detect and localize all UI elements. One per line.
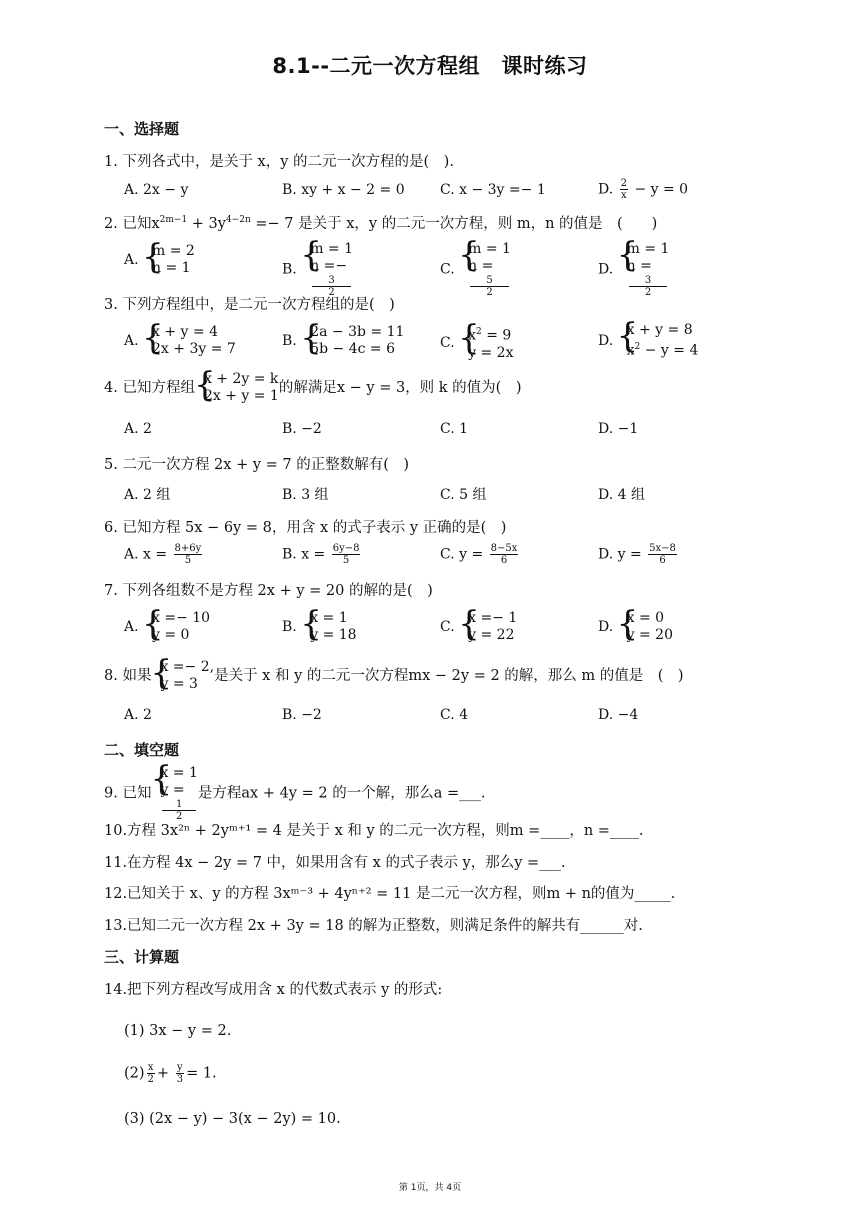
- q7-option-a: A. { x =− 10 y = 0: [124, 610, 210, 644]
- q2-option-d: D. { m = 1 n = 3 2: [598, 241, 669, 298]
- section-heading-choice: 一、选择题: [104, 120, 180, 138]
- q5-option-b: B. 3 组: [282, 487, 329, 503]
- question-12: 12.已知关于 x、y 的方程 3xᵐ⁻³ + 4yⁿ⁺² = 11 是二元一次方程，则m + n的值为_____.: [104, 886, 676, 902]
- q7-option-b: B. { x = 1 y = 18: [282, 610, 357, 644]
- q1-option-d: D. $\frac{2}{x}$ − y = 0: [598, 178, 689, 201]
- q7-option-c: C. { x =− 1 y = 22: [440, 610, 517, 644]
- section-heading-fill: 二、填空题: [104, 741, 180, 759]
- q8-option-a: A. 2: [124, 707, 152, 723]
- question-8-stem: 8. 如果 { x =− 2, y = 3 是关于 x 和 y 的二元一次方程mx − 2y = 2 的解，那么 m 的值是 ( ): [104, 659, 684, 693]
- q4-option-b: B. −2: [282, 421, 322, 437]
- section-heading-calc: 三、计算题: [104, 948, 180, 966]
- question-6-stem: 6. 已知方程 5x − 6y = 8，用含 x 的式子表示 y 正确的是( ): [104, 520, 507, 536]
- q3-option-c: C. { $x^2 = 9$ y = 2x: [440, 324, 513, 362]
- question-5-stem: 5. 二元一次方程 2x + y = 7 的正整数解有( ): [104, 457, 410, 473]
- question-14-stem: 14.把下列方程改写成用含 x 的代数式表示 y 的形式:: [104, 982, 443, 998]
- q3-option-d: D. { x + y = 8 $x^2 - y = 4$: [598, 322, 698, 360]
- q8-option-d: D. −4: [598, 707, 639, 723]
- question-4-stem: 4. 已知方程组 { x + 2y = k 2x + y = 1 的解满足x − y = 3，则 k 的值为( ): [104, 371, 522, 405]
- question-2-stem: 2. 已知$x^{2m-1} + 3y^{4-2n} =- 7$ 是关于 x，y 的二元一次方程，则 m，n 的值是 ( ): [104, 215, 658, 232]
- q1-option-c: C. x − 3y =− 1: [440, 182, 546, 198]
- q3-option-b: B. { 2a − 3b = 11 5b − 4c = 6: [282, 324, 404, 358]
- q6-option-a: A. x = $\frac{8+6y}{5}$: [124, 543, 202, 566]
- question-3-stem: 3. 下列方程组中，是二元一次方程组的是( ): [104, 297, 395, 313]
- question-1-stem: 1. 下列各式中，是关于 x，y 的二元一次方程的是( ).: [104, 154, 454, 170]
- q1-option-b: B. xy + x − 2 = 0: [282, 182, 405, 198]
- q2-option-b: B. { m = 1 n =− 3 2: [282, 241, 353, 298]
- question-13: 13.已知二元一次方程 2x + 3y = 18 的解为正整数，则满足条件的解共有______对.: [104, 918, 643, 934]
- q2-option-a: A. { m = 2 n = 1: [124, 243, 195, 277]
- q8-option-b: B. −2: [282, 707, 322, 723]
- question-10: 10.方程 3x²ⁿ + 2yᵐ⁺¹ = 4 是关于 x 和 y 的二元一次方程，则m =____，n =____.: [104, 823, 644, 839]
- q4-option-d: D. −1: [598, 421, 639, 437]
- q6-option-b: B. x = $\frac{6y-8}{5}$: [282, 543, 360, 566]
- page-footer: 第 1页，共 4页: [398, 1183, 462, 1193]
- q14-part-1: (1) 3x − y = 2.: [124, 1023, 232, 1039]
- q5-option-a: A. 2 组: [124, 487, 171, 503]
- q5-option-d: D. 4 组: [598, 487, 645, 503]
- q14-part-3: (3) (2x − y) − 3(x − 2y) = 10.: [124, 1111, 341, 1127]
- q4-option-a: A. 2: [124, 421, 152, 437]
- q2-option-c: C. { m = 1 n = 5 2: [440, 241, 511, 298]
- question-7-stem: 7. 下列各组数不是方程 2x + y = 20 的解的是( ): [104, 583, 433, 599]
- q8-option-c: C. 4: [440, 707, 469, 723]
- q6-option-c: C. y = $\frac{8-5x}{6}$: [440, 543, 518, 566]
- q5-option-c: C. 5 组: [440, 487, 487, 503]
- q4-option-c: C. 1: [440, 421, 469, 437]
- q3-option-a: A. { x + y = 4 2x + 3y = 7: [124, 324, 236, 358]
- q1-option-a: A. 2x − y: [124, 182, 189, 198]
- q7-option-d: D. { x = 0 y = 20: [598, 610, 673, 644]
- q14-part-2: (2) $\frac{x}{2}$ + $\frac{y}{3}$ = 1.: [124, 1062, 217, 1085]
- page-title: 8.1--二元一次方程组 课时练习: [272, 54, 588, 78]
- question-11: 11.在方程 4x − 2y = 7 中，如果用含有 x 的式子表示 y，那么y =___.: [104, 855, 566, 871]
- q6-option-d: D. y = $\frac{5x-8}{6}$: [598, 543, 676, 566]
- question-9-stem: 9. 已知 { x = 1 y = 1 2 是方程ax + 4y = 2 的一个解，那么a =___.: [104, 765, 485, 822]
